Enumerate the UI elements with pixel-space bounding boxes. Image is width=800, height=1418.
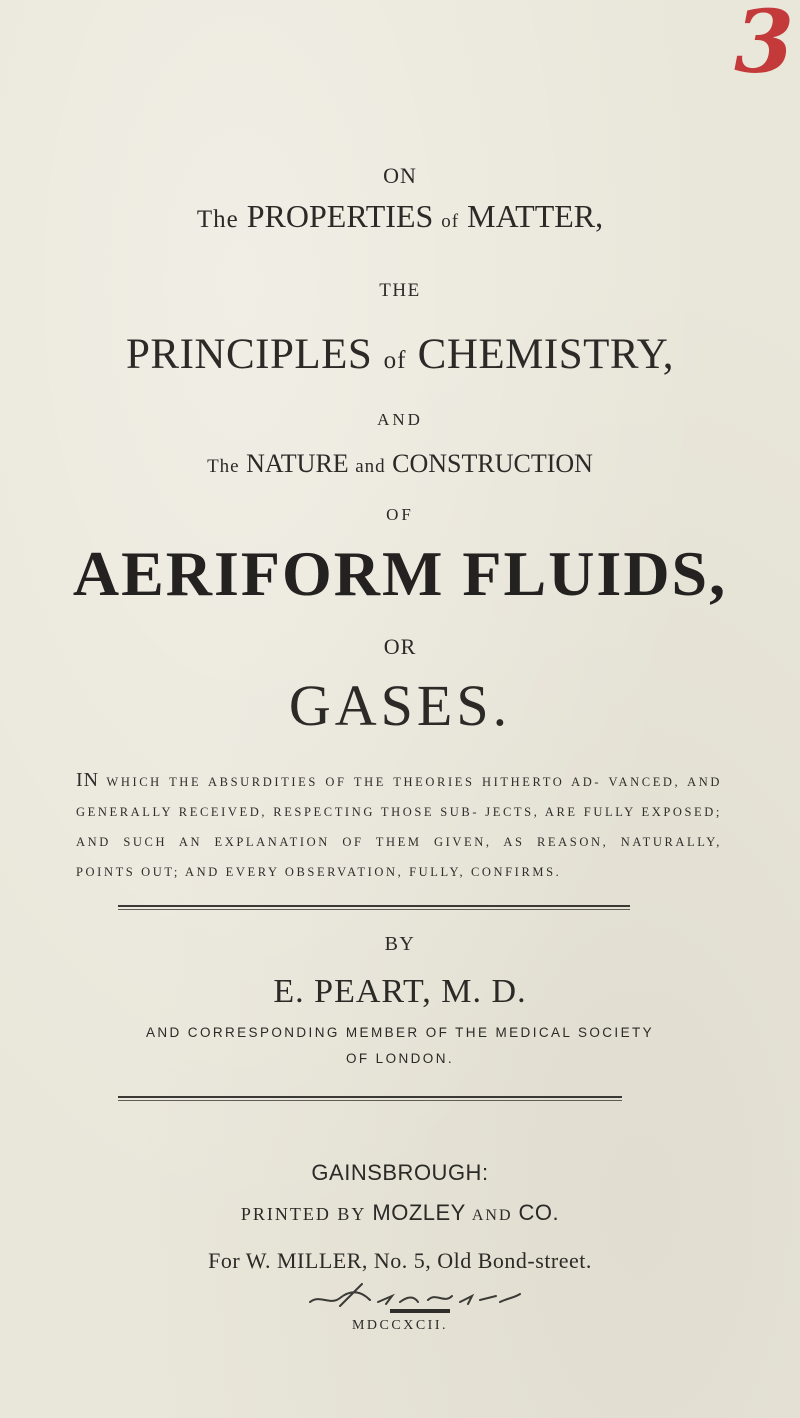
author-member-line-2: OF LONDON. [345,1051,454,1066]
imprint-for-label: For [208,1248,241,1273]
imprint-printer: MOZLEY [372,1200,466,1225]
bottom-divider-rule [118,1096,622,1098]
imprint-printed-by [0,1200,800,1226]
title-chemistry: CHEMISTRY, [417,331,674,378]
description-first-word: IN [76,769,100,791]
author-member-line-1: AND CORRESPONDING MEMBER OF THE MEDICAL SOCIETY [145,1025,655,1040]
top-divider-rule-thin [118,909,630,910]
title-principles-of-chemistry [0,330,800,379]
title-gases: GASES. [288,673,512,738]
title-nature-and: and [355,456,386,477]
top-divider-rule [118,905,630,907]
description-text: WHICH THE ABSURDITIES OF THE THEORIES HITHERTO AD- VANCED, AND GENERALLY RECEIVED, RESPECTING THOSE SUB- JECTS, ARE FULLY EXPOSED; AND SUCH AN EXPLANATION OF THEM GIVEN, AS REASON, NATURALLY, POINTS OUT; AND EVERY OBSERVATION, FULLY, CONFIRMS. [76,775,723,879]
bottom-divider-rule-thin [118,1100,622,1101]
imprint-printed-by-label: PRINTED BY [240,1204,367,1224]
title-aeriform-fluids: AERIFORM FLUIDS, [72,538,728,609]
title-or: OR [383,634,417,659]
imprint-year: MDCCXCII. [351,1318,448,1333]
author-by: BY [384,933,416,955]
title-nature: NATURE [246,449,349,478]
title-principles: PRINCIPLES [126,331,373,378]
title-the: THE [379,280,421,301]
title-nature-and-construction [0,449,800,479]
title-principles-of: of [383,347,407,374]
imprint-for-seller [0,1248,800,1274]
description-paragraph [76,765,722,887]
title-properties-the: The [196,206,239,233]
title-properties: PROPERTIES [246,198,434,234]
title-properties-of: of [441,211,460,232]
imprint-printer-co: CO. [518,1200,560,1225]
imprint-place: GAINSBROUGH: [311,1160,489,1185]
title-nature-the: The [207,456,240,477]
corner-number-mark: 3 [734,0,794,93]
handwritten-signature [300,1276,540,1316]
title-construction: CONSTRUCTION [392,449,593,478]
title-matter: MATTER, [467,198,604,234]
title-of: OF [386,505,414,524]
title-on: ON [383,163,417,188]
title-properties-of-matter [0,198,800,235]
title-and: AND [377,410,423,429]
imprint-seller: W. MILLER, No. 5, Old Bond-street. [245,1248,592,1273]
imprint-printer-and: AND [471,1207,513,1224]
author-name: E. PEART, M. D. [273,973,527,1010]
